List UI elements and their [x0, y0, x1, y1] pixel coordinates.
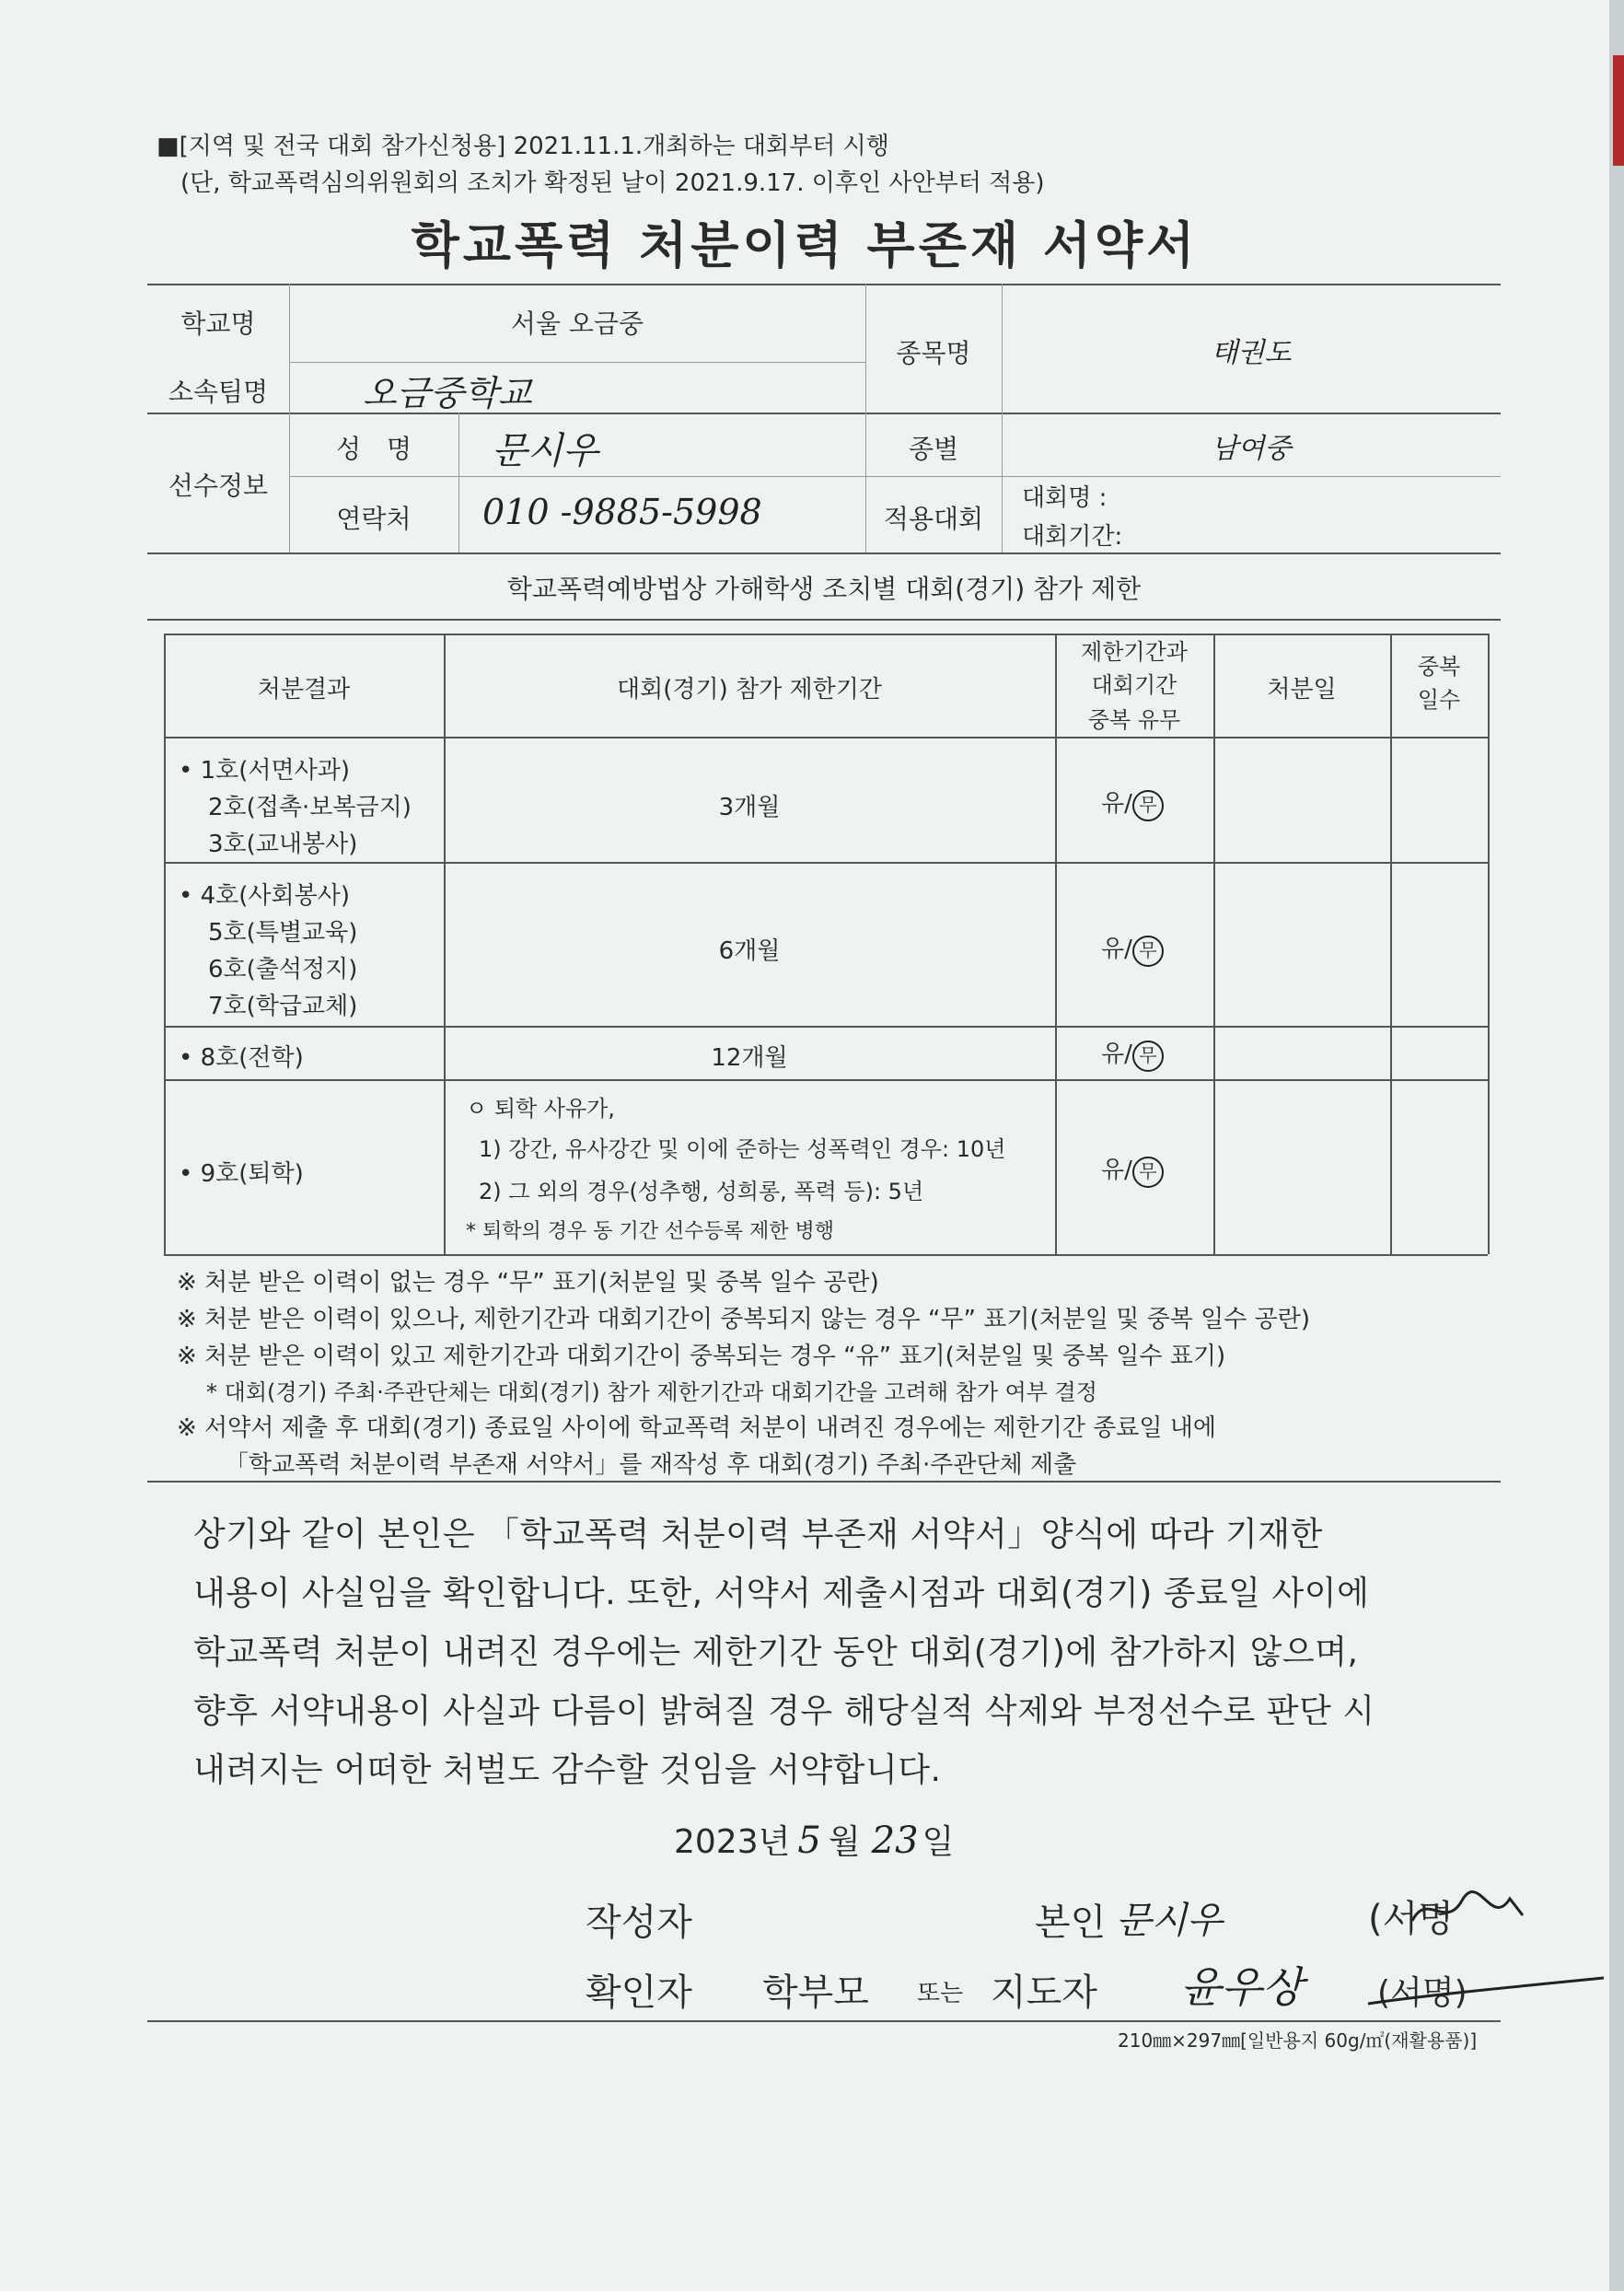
confirm-label: 확인자	[586, 1971, 692, 2014]
row2-no-circled: 무	[1132, 936, 1164, 967]
self-signature	[1409, 1884, 1528, 1948]
row1-no-circled: 무	[1132, 790, 1164, 821]
notice-line-2: (단, 학교폭력심의위원회의 조치가 확정된 날이 2021.9.17. 이후인 사안부터 적용)	[180, 169, 1045, 197]
table-row-border-1	[164, 862, 1488, 864]
col-header-overlap-3: 중복 유무	[1087, 707, 1181, 733]
row3-no-circled: 무	[1132, 1041, 1164, 1072]
notice-line-1: ■[지역 및 전국 대회 참가신청용] 2021.11.1.개최하는 대회부터 시행	[157, 133, 889, 160]
gender-value: 남여중	[1211, 433, 1292, 465]
row2-overlap-mark	[1101, 930, 1164, 967]
row2-result-line2: 5호(특별교육)	[208, 919, 358, 947]
note-3: ※ 처분 받은 이력이 있고 제한기간과 대회기간이 중복되는 경우 “유” 표기(처분일 및 중복 일수 표기)	[177, 1343, 1226, 1370]
info-row-divider-2	[147, 413, 1501, 414]
table-bottom-border	[164, 1254, 1488, 1256]
coach-label: 지도자	[991, 1971, 1097, 2014]
date-day: 23	[871, 1820, 919, 1862]
info-col-divider-4	[1002, 284, 1003, 552]
parent-label: 학부모	[762, 1971, 869, 2014]
background-red-object	[1613, 55, 1624, 166]
row3-result-line1: • 8호(전학)	[179, 1044, 304, 1072]
name-label: 성 명	[335, 434, 412, 464]
info-col-divider-2	[458, 413, 459, 552]
restriction-section-title: 학교폭력예방법상 가해학생 조치별 대회(경기) 참가 제한	[506, 574, 1142, 604]
notes-divider	[147, 1481, 1501, 1483]
col-header-date: 처분일	[1267, 676, 1337, 704]
team-value: 오금중학교	[363, 373, 532, 413]
table-top-border	[164, 634, 1488, 635]
note-5: ※ 서약서 제출 후 대회(경기) 종료일 사이에 학교폭력 처분이 내려진 경우에는 제한기간 종료일 내에	[177, 1414, 1217, 1442]
footer-divider	[147, 2020, 1501, 2022]
table-row-border-3	[164, 1079, 1488, 1081]
or-label: 또는	[917, 1980, 964, 2007]
row4-period-line3: 2) 그 외의 경우(성추행, 성희롱, 폭력 등): 5년	[479, 1179, 924, 1204]
self-sign-label: 서명	[1382, 1898, 1454, 1940]
page-edge	[1609, 0, 1624, 2291]
document-title: 학교폭력 처분이력 부존재 서약서	[411, 216, 1199, 274]
col-header-days-2: 일수	[1417, 687, 1461, 713]
col-header-overlap-1: 제한기간과	[1081, 639, 1188, 665]
pledge-line-1: 상기와 같이 본인은 「학교폭력 처분이력 부존재 서약서」양식에 따라 기재한	[193, 1516, 1323, 1553]
row4-period-line1: ㅇ 퇴학 사유가,	[466, 1096, 615, 1122]
section-divider	[147, 619, 1501, 621]
date-month-unit: 월	[828, 1823, 861, 1861]
self-label: 본인	[1035, 1901, 1107, 1944]
pledge-line-3: 학교폭력 처분이 내려진 경우에는 제한기간 동안 대회(경기)에 참가하지 않으며,	[193, 1634, 1359, 1671]
row1-result-line1: • 1호(서면사과)	[179, 757, 351, 785]
note-1: ※ 처분 받은 이력이 없는 경우 “무” 표기(처분일 및 중복 일수 공란)	[177, 1269, 879, 1297]
row1-result-line2: 2호(접촉·보복금지)	[208, 794, 412, 821]
sport-value: 태권도	[1211, 337, 1292, 369]
row2-result-line3: 6호(출석정지)	[208, 956, 358, 983]
date-year: 2023년	[674, 1823, 791, 1861]
row3-period: 12개월	[711, 1044, 788, 1072]
coach-sign-strike	[1363, 1969, 1611, 2018]
event-name-label: 대회명 :	[1022, 484, 1108, 512]
info-top-border	[147, 284, 1501, 285]
row4-yes: 유/	[1101, 1157, 1132, 1184]
school-label: 학교명	[180, 308, 256, 339]
pledge-line-5: 내려지는 어떠한 처벌도 감수할 것임을 서약합니다.	[193, 1751, 942, 1789]
self-name: 문시우	[1116, 1900, 1223, 1942]
table-col-border-3	[1213, 634, 1215, 1254]
date-day-unit: 일	[922, 1823, 955, 1861]
row1-result-line3: 3호(교내봉사)	[208, 831, 358, 858]
row4-period-line4: * 퇴학의 경우 동 기간 선수등록 제한 병행	[466, 1220, 834, 1243]
coach-sign-label: 서명)	[1390, 1974, 1467, 2012]
row2-yes: 유/	[1101, 936, 1132, 963]
table-col-border-0	[164, 634, 166, 1254]
coach-paren: (	[1377, 1974, 1391, 2012]
table-header-border	[164, 737, 1488, 738]
paper-spec: 210㎜×297㎜[일반용지 60g/㎡(재활용품)]	[1118, 2029, 1478, 2052]
row2-period: 6개월	[718, 937, 781, 965]
col-header-overlap-2: 대회기간	[1091, 672, 1177, 698]
info-row-divider-3	[289, 476, 1501, 477]
info-bottom-border	[147, 552, 1501, 554]
row3-overlap-mark	[1101, 1035, 1164, 1072]
row1-period: 3개월	[718, 794, 781, 821]
note-2: ※ 처분 받은 이력이 있으나, 제한기간과 대회기간이 중복되지 않는 경우 “무” 표기(처분일 및 중복 일수 공란)	[177, 1306, 1311, 1333]
row2-result-line4: 7호(학급교체)	[208, 993, 358, 1020]
row1-overlap-mark	[1101, 785, 1164, 821]
writer-label: 작성자	[586, 1901, 692, 1944]
contact-value: 010 -9885-5998	[482, 492, 762, 532]
athlete-info-label: 선수정보	[168, 471, 269, 501]
info-row-divider-1	[289, 362, 865, 363]
row1-yes: 유/	[1101, 790, 1132, 818]
apply-event-label: 적용대회	[883, 504, 984, 534]
self-paren: (	[1368, 1898, 1383, 1940]
row3-yes: 유/	[1101, 1041, 1132, 1068]
table-row-border-2	[164, 1026, 1488, 1028]
pledge-line-2: 내용이 사실임을 확인합니다. 또한, 서약서 제출시점과 대회(경기) 종료일 사이에	[193, 1575, 1370, 1612]
name-value: 문시우	[492, 430, 598, 472]
col-header-result: 처분결과	[257, 676, 351, 704]
date-line	[674, 1816, 954, 1863]
row4-no-circled: 무	[1132, 1157, 1164, 1188]
sport-label: 종목명	[896, 338, 971, 368]
event-period-label: 대회기간:	[1022, 523, 1123, 551]
gender-label: 종별	[908, 434, 959, 464]
coach-name: 윤우상	[1180, 1962, 1304, 2012]
col-header-days-1: 중복	[1417, 654, 1461, 680]
col-header-period: 대회(경기) 참가 제한기간	[617, 676, 882, 704]
school-value: 서울 오금중	[510, 308, 644, 339]
row4-overlap-mark	[1101, 1151, 1164, 1188]
date-month: 5	[797, 1820, 821, 1862]
row4-period-line2: 1) 강간, 유사강간 및 이에 준하는 성폭력인 경우: 10년	[479, 1136, 1006, 1162]
note-6: 「학교폭력 처분이력 부존재 서약서」를 재작성 후 대회(경기) 주최·주관단체 제출	[225, 1451, 1077, 1479]
row4-result-line1: • 9호(퇴학)	[179, 1160, 304, 1188]
coach-signature-line	[1363, 1969, 1611, 2015]
note-4: * 대회(경기) 주최·주관단체는 대회(경기) 참가 제한기간과 대회기간을 고려해 참가 여부 결정	[206, 1379, 1097, 1405]
contact-label: 연락처	[336, 504, 412, 534]
self-signature-scribble	[1409, 1884, 1528, 1939]
table-col-border-4	[1390, 634, 1392, 1254]
table-col-border-5	[1488, 634, 1490, 1254]
pledge-line-4: 향후 서약내용이 사실과 다름이 밝혀질 경우 해당실적 삭제와 부정선수로 판단 시	[193, 1692, 1375, 1730]
row2-result-line1: • 4호(사회봉사)	[179, 882, 351, 910]
team-label: 소속팀명	[168, 377, 269, 407]
